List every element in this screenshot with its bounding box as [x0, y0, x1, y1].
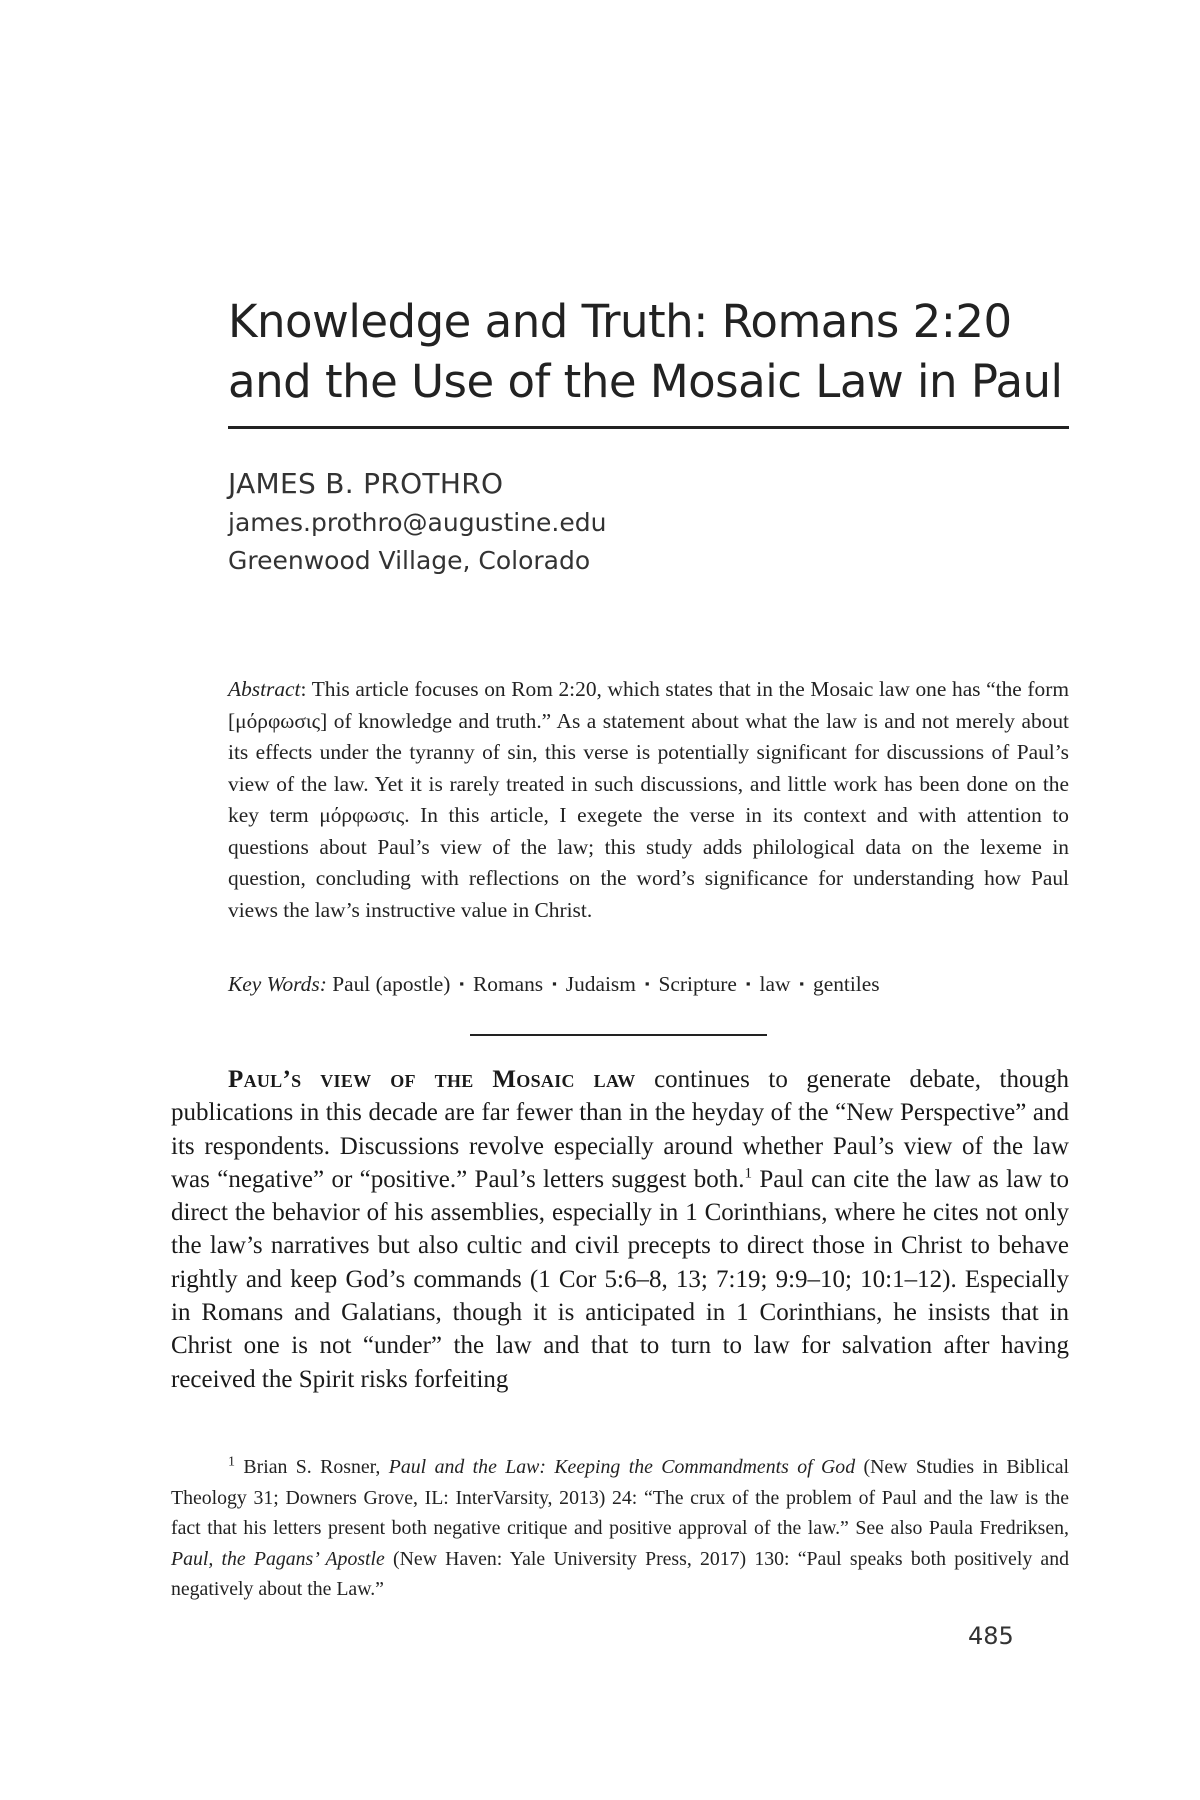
body-text-part-2: Paul can cite the law as law to direct the behavior of his assemblies, especially in 1 Corinthians, where he cites not only the law’s narratives but also cultic and civil precepts to direct those in Christ to behave rightly and keep God’s commands (1 Cor 5:6–8, 13; 7:19; 9:9–10; 10:1–12). Especially in Romans and Galatians, though it is anticipated in 1 Corinthians, he insists that in Christ one is not “under” the law and that to turn to law for salvation after having received the Spirit risks forfeiting [171, 1165, 1069, 1393]
footnote-text-2: (New Studies in Biblical Theology 31; Downers Grove, IL: InterVarsity, 2013) 24: “The crux of the problem of Paul and the law is the fact that his letters present both negative critique and positive approval of the law.” See also Paula Fredriksen, [171, 1456, 1069, 1539]
page-number: 485 [968, 1622, 1014, 1650]
lead-in-smallcaps: Paul’s view of the Mosaic law [228, 1066, 636, 1093]
keyword-separator: ▪ [745, 976, 751, 992]
footnote-book-title-1: Paul and the Law: Keeping the Commandments of God [388, 1456, 856, 1478]
keyword-item: Romans [473, 972, 544, 996]
footnote [171, 1452, 1069, 1605]
body-text-part-1: continues to generate debate, though publications in this decade are far fewer than in the heyday of the “New Perspective” and its respondents. Discussions revolve especially around whether Paul’s view of the law was “negative” or “positive.” Paul’s letters suggest both. [171, 1066, 1069, 1193]
keyword-item: law [759, 972, 791, 996]
abstract [228, 674, 1069, 926]
keyword-item: Paul (apostle) [332, 972, 451, 996]
footnote-reference[interactable]: 1 [744, 1165, 752, 1182]
abstract-label: Abstract [228, 677, 301, 701]
keyword-separator: ▪ [799, 976, 805, 992]
footnote-text-3: (New Haven: Yale University Press, 2017) 130: “Paul speaks both positively and negatively about the Law.” [171, 1547, 1069, 1600]
body-paragraph [171, 1063, 1069, 1396]
keyword-item: Scripture [658, 972, 737, 996]
section-divider [470, 1034, 767, 1036]
footnote-text-1: Brian S. Rosner, [235, 1456, 389, 1478]
author-name: JAMES B. PROTHRO [228, 467, 504, 500]
title-divider [228, 426, 1069, 429]
title-line-1: Knowledge and Truth: Romans 2:20 [228, 295, 1012, 348]
keywords-label: Key Words: [228, 972, 327, 996]
keyword-separator: ▪ [644, 976, 650, 992]
author-email: james.prothro@augustine.edu [228, 508, 607, 537]
keyword-separator: ▪ [459, 976, 465, 992]
author-location: Greenwood Village, Colorado [228, 546, 591, 575]
keyword-item: gentiles [813, 972, 880, 996]
author-block [228, 464, 928, 580]
keyword-item: Judaism [565, 972, 636, 996]
keyword-separator: ▪ [552, 976, 557, 992]
footnote-number: 1 [228, 1454, 235, 1470]
footnote-book-title-2: Paul, the Pagans’ Apostle [171, 1547, 385, 1570]
keywords [228, 969, 1069, 1001]
title-line-2: and the Use of the Mosaic Law in Paul [228, 355, 1063, 408]
article-title [228, 292, 1088, 412]
abstract-text: : This article focuses on Rom 2:20, which states that in the Mosaic law one has “the form [μόρφωσις] of knowledge and truth.” As a statement about what the law is and not merely about its effects under the tyranny of sin, this verse is potentially significant for discussions of Paul’s view of the law. Yet it is rarely treated in such discussions, and little work has been done on the key term μόρφωσις. In this article, I exegete the verse in its context and with attention to questions about Paul’s view of the law; this study adds philological data on the lexeme in question, concluding with reflections on the word’s significance for understanding how Paul views the law’s instructive value in Christ. [228, 677, 1069, 922]
